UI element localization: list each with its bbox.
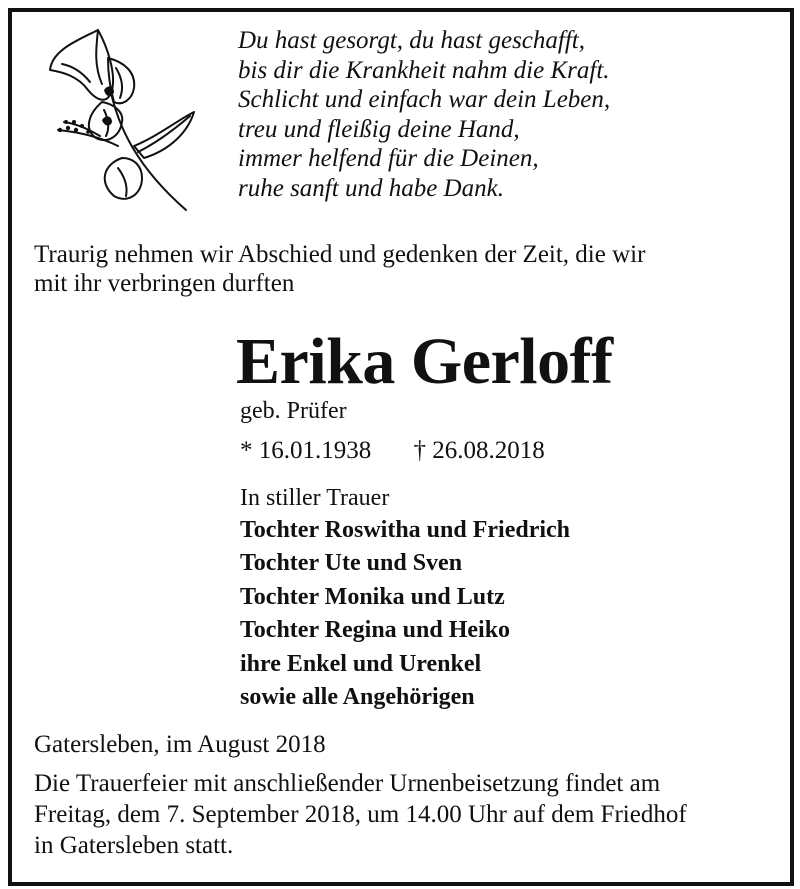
mourner-entry: Tochter Regina und Heiko bbox=[240, 617, 511, 644]
memorial-poem bbox=[238, 26, 610, 203]
intro-text bbox=[34, 240, 754, 298]
mourner-entry: Tochter Ute und Sven bbox=[240, 550, 463, 577]
poem-line: Schlicht und einfach war dein Leben, bbox=[238, 86, 611, 113]
funeral-line: Die Trauerfeier mit anschließender Urnenbeisetzung findet am bbox=[34, 770, 661, 797]
birth-name: geb. Prüfer bbox=[240, 398, 347, 424]
poem-line: immer helfend für die Deinen, bbox=[238, 145, 539, 172]
funeral-notice bbox=[34, 768, 754, 861]
funeral-line: in Gatersleben statt. bbox=[34, 832, 234, 859]
mourner-entry: ihre Enkel und Urenkel bbox=[240, 650, 482, 677]
poem-line: ruhe sanft und habe Dank. bbox=[238, 174, 504, 202]
mourner-entry: sowie alle Angehörigen bbox=[240, 684, 475, 711]
poem-line: bis dir die Krankheit nahm die Kraft. bbox=[238, 56, 610, 84]
intro-line: Traurig nehmen wir Abschied und gedenken der Zeit, die wir bbox=[34, 241, 646, 268]
mourner-entry: Tochter Roswitha und Friedrich bbox=[240, 517, 571, 543]
mourner-entry: Tochter Monika und Lutz bbox=[240, 583, 505, 610]
mourners-list bbox=[240, 514, 570, 714]
birth-date: * 16.01.1938 bbox=[240, 437, 372, 464]
calla-lily-icon bbox=[38, 18, 208, 218]
place-and-date: Gatersleben, im August 2018 bbox=[34, 731, 326, 758]
deceased-name: Erika Gerloff bbox=[236, 325, 613, 398]
intro-line: mit ihr verbringen durften bbox=[34, 270, 295, 297]
poem-line: Du hast gesorgt, du hast geschafft, bbox=[238, 27, 585, 54]
poem-line: treu und fleißig deine Hand, bbox=[238, 115, 520, 143]
funeral-line: Freitag, dem 7. September 2018, um 14.00 Uhr auf dem Friedhof bbox=[34, 801, 687, 828]
life-dates bbox=[240, 436, 545, 466]
mourning-heading: In stiller Trauer bbox=[240, 485, 390, 511]
death-date: † 26.08.2018 bbox=[413, 437, 545, 464]
